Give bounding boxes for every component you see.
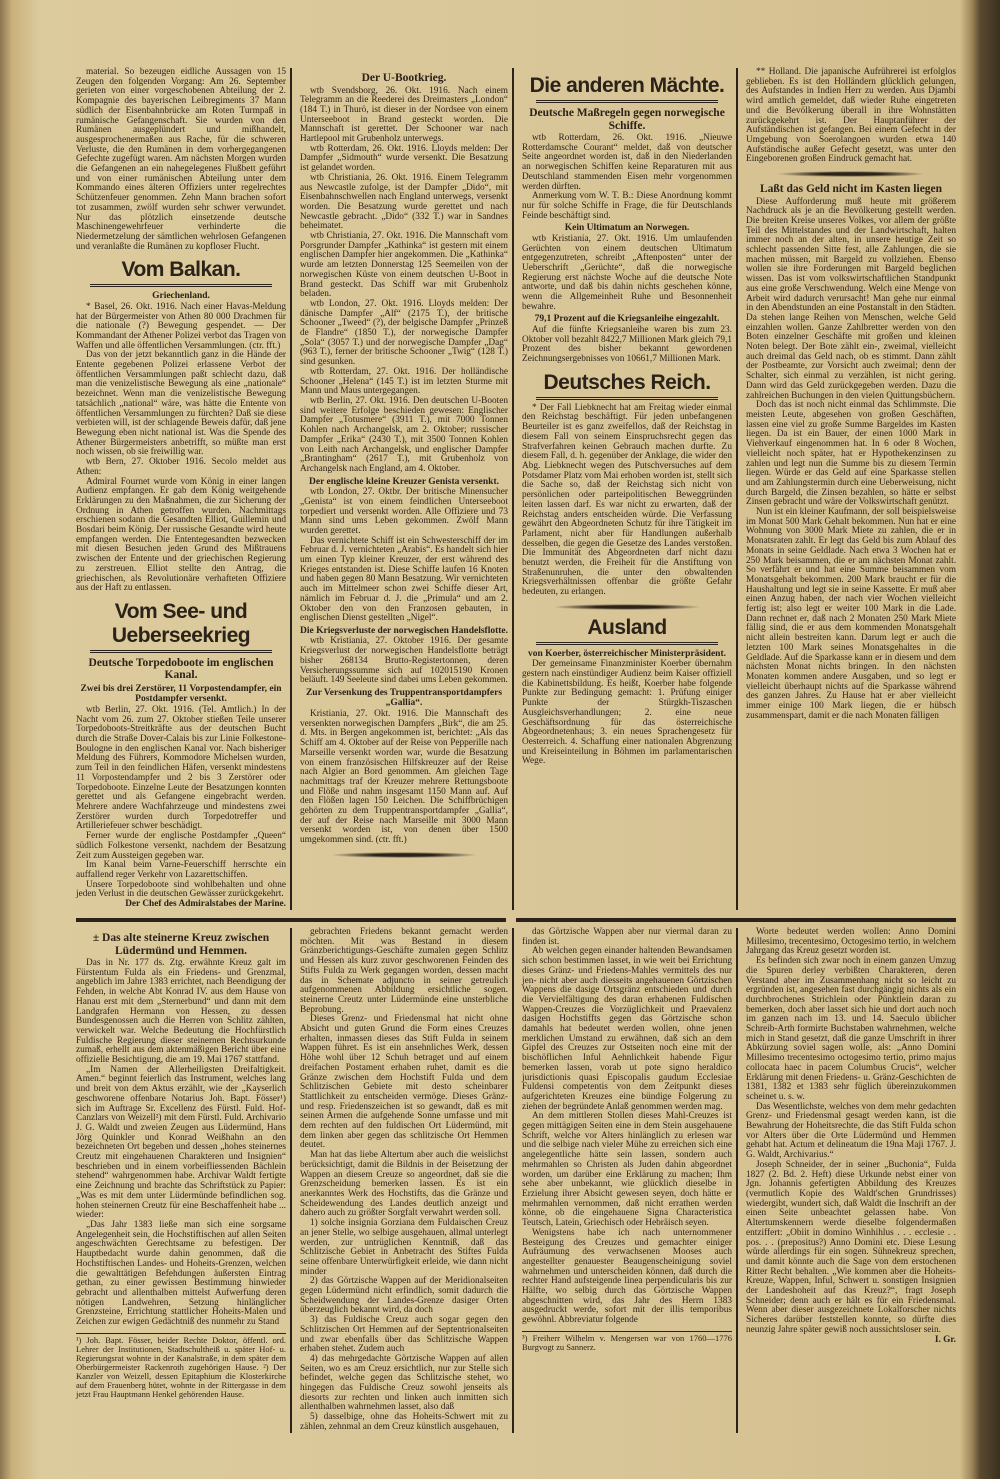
paragraph: * Basel, 26. Okt. 1916. Nach einer Havas-Meldung hat der Bürgermeister von Athen 80 000 Drachmen für die nationale (?) Bewegung gespendet. — Der Kommandant der Athener Polizei verbot das Tragen von Waffen und alle öffentlichen Versammlungen. (ctr. fft.): [76, 301, 286, 351]
paragraph: Das von der jetzt bekanntlich ganz in die Hände der Entente gegebenen Polizei erlassene Verbot der öffentlichen Versammlungen paßt schlecht dazu, daß man die venizelistische Bewegung als eine „nationale“ bezeichnet. Wenn man die venizelistische Bewegung tatsächlich „national“ wäre, was hätte die Entente von öffentlichen Versammlungen zu fürchten? Daß sie diese verbieten will, ist der schlagende Beweis dafür, daß jene Bewegung eben nicht national ist. Was die Spende des Athener Bürgermeisters anbetrifft, so müßte man erst noch wissen, ob sie freiwillig war.: [76, 350, 286, 458]
paragraph: Diese Aufforderung muß heute mit größerem Nachdruck als je an die Bevölkerung gestellt werden. Die breiten Kreise unseres Volkes, vor allem der größte Teil des Mittelstandes und der Landwirtschaft, halten immer noch an der alten, in unsere heutige Zeit so schlecht passenden Sitte fest, alle Zahlungen, die sie machen müssen, mit Bargeld zu vollziehen. Ebenso wollen sie ihre Forderungen mit Bargeld beglichen wissen. Das ist vom volkswirtschaftlichen Standpunkt aus eine große Verschwendung. Welch eine Menge von Arbeit wird dadurch verursacht! Man gehe nur einmal in den Abendstunden an eine Postanstalt in den Städten. Da stehen lange Reihen von Menschen, welche Geld einzahlen wollen. Ganze Zahlbretter werden von den Boten einzelner Geschäfte mit großen und kleinen Noten belegt. Der Bote zählt ein-, zweimal, vielleicht auch dreimal das Geld nach, ob es stimmt. Dann zählt der Postbeamte, zur Vorsicht auch zweimal; denn der Schalter, sich einmal zu verzählen, ist nicht gering. Dann wird das Geld zurückgegeben werden. Dazu die zahlreichen Buchungen in den vielen Quittungsbüchern.: [746, 196, 957, 401]
signature: I. Gr.: [934, 1334, 957, 1345]
section-heading: Ausland: [587, 615, 667, 639]
ornamental-divider: [552, 604, 702, 610]
column-1-top: [76, 68, 290, 910]
article-subheadline: von Koerber, österreichischer Ministerpräsident.: [528, 648, 726, 659]
paragraph: * Der Fall Liebknecht hat am Freitag wieder einmal den Reichstag beschäftigt. Für jeden unbefangenen Beurteiler ist es ganz zweifellos, daß der Reichstag in diesem Fall von seinem Einspruchsrecht gegen das Strafverfahren keinen Gebrauch machen durfte. Zu diesem Fall, d. h. gegenüber der Anklage, die wider den Abg. Liebknecht wegen des Putschversuches auf dem Potsdamer Platz vom Mai erhoben worden ist, stellt sich die Sache so, daß der Reichstag sich nicht von persönlichen oder parteipolitischen Beweggründen leiten lassen darf. Es war nicht zu erwarten, daß der Reichstag anders entscheiden würde. Die Verfassung gewährt den Abgeordneten Schutz für ihre Tätigkeit im Parlament, nicht aber für Handlungen außerhalb desselben, die gegen die Gesetze des Landes verstoßen. Die Immunität des Abgeordneten darf nicht dazu benutzt werden, die Freiheit für die Anstiftung von Straßenunruhen, die unter den obwaltenden Kriegsverhältnissen offenbar die größte Gefahr bedeuten, zu erlangen.: [522, 402, 733, 598]
article-subheadline: Griechenland.: [152, 291, 210, 302]
heading-underline: [90, 284, 272, 287]
paragraph: „Im Namen der Allerheiligsten Dreifaltigkeit. Amen.“ beginnt feierlich das Instrument, welches lang und breit von dem Aktus erzählt, wie der „Kayserlich geschworene offenbare Notarius Joh. Bapt. Fösser¹) sich im Auftrage Sr. Excellenz des Fürstl. Fuld. Hof-Canzlars von Weizell²) mit dem Fürstl. Fuld. Archivario J. G. Waldt und zweien Zeugen aus Lüdermünd, Hans Jörg Quinkler und Konrad Weißhahn an den bezeichneten Ort begeben und dessen „hohes steinernes Creutz mit eingehauenen Charakteren und Insignien“ beschrieben und in einem vorbeifliessenden Bächlein stehend“ wahrgenommen habe. Archivar Waldt fertigte eine Zeichnung und brachte das Schriftstück zu Papier: „Was es mit dem unter Lüdermünde befindlichen sog. hohen steinernen Creutz für eine Beschaffenheit habe ... wieder:: [76, 1064, 286, 1221]
paragraph: „Das Jahr 1383 ließe man sich eine sorgsame Angelegenheit sein, die Hochstiftischen auf allen Seiten angeschwächten Gerechtsame zu befestigen. Der Hauptbedacht wurde dahin genommen, daß die Hochstiftischen Landes- und Hoheits-Grenzen, welchen die gewalttätigen Befehdungen äußersten Eintrag gethan, zu einer gewissen Bestimmung hinwieder gebracht und allenthalben mittelst Aufwerfung deren nötigen Landwehren, Setzung hinlänglicher Grenzsteine, Errichtung stattlicher Hoheits-Malen und Zeichen zur ewigen Gedächtniß des nunmehr zu Stand: [76, 1219, 286, 1328]
article-headline: Deutsche Torpedoboote im englischen Kanal.: [88, 656, 274, 682]
paragraph: wtb Berlin, 27. Okt. 1916. Den deutschen U-Booten sind weitere Erfolge beschieden gewesen: Englischer Dampfer „Totusmere“ (3911 T.), mit 7000 Tonnen Kohlen nach Archangelsk, am 2. Oktober; russischer Dampfer „Erika“ (2430 T.), mit 3500 Tonnen Kohlen von Leith nach Archangelsk, und englischer Dampfer „Brantingham“ (2617 T.), mit Grubenholz von Archangelsk nach England, am 4. Oktober.: [300, 396, 509, 474]
paragraph: Man hat das liebe Altertum aber auch die weislichst berücksichtigt, damit die Bildnis in der Beisetzung der Wappen an diesem Creuze so angeordnet, daß sie die Grenzscheidung bemerken lassen. Es ist ein anerkanntes Werk des Hochstifts, das die Gränze und Scheidewendung des Landes deutlich anzeigt und dahero auch zu größter Sorgfalt verwahrt werden soll.: [300, 1150, 509, 1219]
paragraph: 5) dasselbige, ohne das Hoheits-Schwert mit zu zählen, zehnmal an dem Creuz künstlich ausgehauen,: [300, 1412, 509, 1432]
ornamental-divider: [330, 852, 478, 858]
paragraph: Das vernichtete Schiff ist ein Schwesterschiff der im Februar d. J. vernichteten „Arabis“. Es handelt sich hier um einen Typ kleiner Kreuzer, der erst während des Krieges entstanden ist. Diese Schiffe laufen 16 Knoten und haben gegen 80 Mann Besatzung. Wir vernichteten auch im Mittelmeer schon zwei Schiffe dieser Art, nämlich im Februar d. J. die „Primula“ und am 2. Oktober den von den Franzosen gebauten, in englischen Dienst gestellten „Nigel“.: [300, 535, 509, 624]
paragraph: wtb Kristiania, 27. Oktober 1916. Der gesamte Kriegsverlust der norwegischen Handelsflotte beträgt bisher 268134 Brutto-Registertonnen, deren Versicherungssumme sich auf 102015190 Kronen beläuft. 149 Seeleute sind dabei ums Leben gekommen.: [300, 636, 509, 686]
signature: Der Chef des Admiralstabes der Marine.: [125, 899, 286, 910]
paragraph: wtb Kristiania, 27. Okt. 1916. Um umlaufenden Gerüchten von einem deutschen Ultimatum entgegenzutreten, schreibt „Aftenposten“ unter der Ueberschrift „Gerüchte“, daß die norwegische Regierung erst nächste Woche auf die deutsche Note antworte, und daß bis dahin nichts geschehen könne, wenn die Allgemeinheit Ruhe und Besonnenheit bewahre.: [522, 233, 733, 312]
article-subheadline: Die Kriegsverluste der norwegischen Handelsflotte.: [300, 625, 508, 636]
article-headline: Deutsche Maßregeln gegen norwegische Schiffe.: [529, 107, 725, 132]
paragraph: Anmerkung vom W. T. B.: Diese Anordnung kommt nur für solche Schiffe in Frage, die für Deutschlands Feinde beschäftigt sind.: [522, 191, 733, 221]
ornamental-divider: [776, 171, 926, 177]
heading-underline: [536, 397, 718, 400]
article-subheadline: Zwei bis drei Zerstörer, 11 Vorpostendampfer, ein Postdampfer versenkt.: [80, 683, 282, 705]
paragraph: wtb Svendsborg, 26. Okt. 1916. Nach einem Telegramm an die Reederei des Dreimasters „London“ (184 T.) in Thurö, ist dieser in der Nordsee von einem Unterseeboot in Brand gesteckt worden. Die Mannschaft ist gerettet. Der Schooner war nach Hartlepool mit Grubenholz unterwegs.: [300, 85, 509, 145]
article-headline: Der U-Bootkrieg.: [361, 72, 447, 84]
paragraph: Das Wesentlichste, welches von dem mehr gedachten Grenz- und Friedensmal gesagt werden kann, ist die Bewahrung der Hoheitsrechte, die das Stift Fulda schon vor Alters über die Orte Lüdermünd und Hemmen gehabt hat. Actum et delineatum die 19na Maji 1767. J. G. Waldt, Archivarius.“: [746, 1101, 957, 1161]
paragraph: Ab welchen gegen einander haltenden Bewandsamen sich schon bestimmen lasset, in wie weit bei Errichtung dieses Gränz- und Friedens-Mahles vermittels des nur jen- nicht aber auch diesseits angehauenen Görtzischen Wappens die dasige Ortsgränz entschieden und durch die Vervielfältigung des daran erhabenen Fuldischen Wappen-Creuzes die Vorzüglichkeit und Praevalenz dasigen Hochstiffts gegen das Görtzische schon damahls hat bedeutet werden wollen, ohne jenen merklichen Umstand zu erwähnen, daß sich an dem Gipfel des Creuzes zur Ostseiten noch eine mit der bischöflichen Inful Aehnlichkeit habende Figur bemerken lassen, vorab ut pote signo heraldico jurisdictionis quasi Episcopalis gaudum Ecclesiae Fuldensi competentis von dem Zeitpunkt dieses aufgerichteten Kreuzes eine bündige Folgerung zu ziehen der begründete Anlaß genommen werden mag.: [522, 946, 733, 1112]
paragraph: das Görtzische Wappen aber nur viermal daran zu finden ist.: [522, 927, 733, 947]
heading-underline: [536, 100, 718, 103]
column-3-bottom: [512, 928, 736, 1433]
column-1-bottom: [76, 928, 290, 1433]
footnote: ¹) Joh. Bapt. Fösser, beider Rechte Doktor, öffentl. ord. Lehrer der Institutionen, Stadtschultheiß u. später Hof- u. Regierungsrat wohnte in der Kanalstraße, in dem später dem Oberbürgermeister Rackenroth zugehörigen Hause. ²) Der Kanzler von Weizell, dessen Epitaphium die Klosterkirche auf dem Frauenberg hütet, wohnte in der Rittergasse in dem jetzt Frau Hauptmann Henkel gehörenden Hause.: [76, 1334, 286, 1399]
paragraph: Im Kanal beim Varne-Feuerschiff herrschte ein auffallend reger Verkehr von Lazarettschiffen.: [76, 860, 286, 880]
paragraph: wtb Christiania, 27. Okt. 1916. Die Mannschaft vom Porsgrunder Dampfer „Kathinka“ ist gestern mit einem englischen Dampfer hier angekommen. Die „Kathinka“ wurde am letzten Donnerstag 125 Seemeilen von der norwegischen Küste von einem deutschen U-Boot in Brand gesteckt. Das Schiff war mit Grubenholz beladen.: [300, 231, 509, 300]
paragraph: Joseph Schneider, der in seiner „Buchonia“, Fulda 1827 (2. Bd. 2. Heft) diese Urkunde nebst einer von Jgn. Johannis gefertigten Abbildung des Kreuzes (vermutlich Kopie des Waldt'schen Grundrisses) wiedergibt, wundert sich, daß Waldt die Inschrift an der einen Seite unbeachtet gelassen habe. Von Altertumskennern werde dieselbe folgendermaßen entziffert: „Obiit in domino Winhihlus . . . ecclesie . . pos. . . (prepositus?) Anno Domini etc. Diese Lesung würde allerdings für ein sogen. Sühnekreuz sprechen, und damit könnte auch die Sage von dem erstochenen Ritter Recht behalten. „Wie kommen aber die Hoheits-Kreuze, Wappen, Inful, Schwert u. sonstigen Insignien der Landeshoheit auf das Kreuz?“, fragt Joseph Schneider; denn auch er hält es für ein Friedensmal. Wenn aber dieser ausgezeichnete Lokalforscher nichts Sicheres darüber feststellen konnte, so dürfte dies neunzig Jahre später gewiß noch aussichtsloser sein.: [746, 1159, 957, 1335]
section-divider: [516, 918, 956, 922]
paragraph: wtb Christiania, 26. Okt. 1916. Einem Telegramm aus Newcastle zufolge, ist der Dampfer „Dido“, mit Eisenbahnschwellen nach England unterwegs, versenkt worden. Die Besatzung wurde gerettet und nach Newcastle gebracht. „Dido“ (332 T.) war in Sandnes beheimatet.: [300, 172, 509, 232]
column-2-top: [290, 68, 512, 910]
paragraph: 2) das Görtzische Wappen auf der Meridionalseiten gegen Lüdermünd nicht erfindlich, somit dadurch die Scheidwendung der Landes-Grenze dasiger Orten überzeuglich bekannt wird, da doch: [300, 1276, 509, 1316]
article-subheadline: Kein Ultimatum an Norwegen.: [564, 223, 690, 234]
paragraph: 4) das mehrgedachte Görtzische Wappen auf allen Seiten, wo es am Creuz ersichtlich, nur zur Stelle sich befindet, welche gegen das Schlitzische stehet, wo hingegen das Fuldische Creuz sowohl jenseits als diesorts zur rechten und linken auch inmitten sich allenthalben wahrnehmen lasset, also daß: [300, 1353, 509, 1413]
paragraph: wtb Berlin, 27. Okt. 1916. (Tel. Amtlich.) In der Nacht vom 26. zum 27. Oktober stießen Teile unserer Torpedoboots-Streitkräfte aus der deutschen Bucht durch die Straße Dover-Calais bis zur Linie Folkestone-Boulogne in den englischen Kanal vor. Nach bisheriger Meldung des Führers, Kommodore Michelsen wurden, zum Teil in den feindlichen Häfen, versenkt mindestens 11 Vorpostendampfer und 2 bis 3 Zerstörer oder Torpedoboote. Einzelne Leute der Besatzungen konnten gerettet und als Gefangene eingebracht werden. Mehrere andere Wachfahrzeuge und mindestens zwei Zerstörer wurden durch Torpedotreffer und Artilleriefeuer schwer beschädigt.: [76, 704, 286, 832]
column-4-bottom: [736, 928, 956, 1433]
paragraph: Auf die fünfte Kriegsanleihe waren bis zum 23. Oktober voll bezahlt 8422,7 Millionen Mark gleich 79,1 Prozent des bisher bekannt gewordenen Zeichnungsergebnisses von 10661,7 Millionen Mark.: [522, 324, 733, 365]
paragraph: wtb Bern, 27. Oktober 1916. Secolo meldet aus Athen:: [76, 457, 286, 477]
section-divider: [76, 918, 506, 922]
upper-section: [76, 68, 956, 910]
paragraph: gebrachten Friedens bekannt gemacht werden möchten. Mit was Bestand in diesem Gränzberichtigungs-Geschäfte zumalen gegen Schlitz und Hessen als kurz zuvor geschworenen Feinden des Stifts Fulda zu Werk gegangen worden, dessen macht das in Schemate adjuncto in seiner getreulich aufgenommenen Abbildung ersichtliche sogen. steinerne Creutz unter Lüdermünde eine unsterbliche Beprobung.: [300, 927, 509, 1015]
article-subheadline: Der englische kleine Kreuzer Genista versenkt.: [309, 476, 499, 487]
paragraph: Admiral Fournet wurde vom König in einer langen Audienz empfangen. Er gab dem König weitgehende Erklärungen zu den Maßnahmen, die zur Sicherung der Ordnung in Athen getroffen wurden. Nachmittags erschienen sodann die Gesandten Elliot, Guillemin und Bosdari beim König. Der russische Gesandte wird heute empfangen werden. Die Ententegesandten bezwecken mit diesen Besuchen jeden Grund des Mißtrauens zwischen der Entente und der griechischen Regierung zu zerstreuen. Elliot stellte den Antrag, die griechischen, als Revolutionäre verhafteten Offiziere aus der Haft zu entlassen.: [76, 476, 286, 594]
heading-underline: [90, 650, 272, 653]
heading-underline: [536, 642, 718, 645]
paragraph: wtb London, 27. Okt. 1916. Lloyds melden: Der dänische Dampfer „Alf“ (2175 T.), der britische Schooner „Tweed“ (?), der belgische Dampfer „Prinzeß de Flandre“ (1850 T.), der norwegische Dampfer „Sola“ (3057 T.) und der norwegische Dampfer „Dag“ (963 T.), ferner der britische Schooner „Twig“ (128 T.) sind gesunken.: [300, 298, 509, 368]
paragraph: wtb London, 27. Oktbr. Der britische Minensucher „Genista“ ist von einem feindlichen Unterseeboot torpediert und versenkt worden. Alle Offiziere und 73 Mann sind ums Leben gekommen. Zwölf Mann wurden gerettet.: [300, 487, 509, 536]
paragraph: wtb Rotterdam, 27. Okt. 1916. Der holländische Schooner „Helena“ (145 T.) ist im letzten Sturme mit Mann und Maus untergegangen.: [300, 366, 509, 397]
paragraph: Doch das ist noch nicht einmal das Schlimmste. Die meisten Leute, abgesehen von großen Geschäften, lassen eine viel zu große Summe Bargeldes im Kasten liegen. Da ist ein Bauer, der einen 1000 Mark in Viehverkauf eingenommen hat. In 6 oder 8 Wochen, vielleicht noch später, hat er Hypothekenzinsen zu zahlen und legt nun die Summe bis zu diesem Termin liegen. Würde er das Geld auf eine Sparkasse stellen und am Zahlungstermin durch eine Ueberweisung, nicht durch Bargeld, die Zinsen bezahlen, so hätte er selbst Zinsen gebracht und wäre der Volkswirtschaft genützt.: [746, 400, 957, 508]
section-heading: Die anderen Mächte.: [529, 74, 725, 97]
column-2-bottom: [290, 928, 512, 1433]
article-subheadline: Zur Versenkung des Truppentransportdampfers „Gallia“.: [305, 687, 503, 709]
paragraph: Das in Nr. 177 ds. Ztg. erwähnte Kreuz galt im Fürstentum Fulda als ein Friedens- und Grenzmal, angeblich im Jahre 1383 errichtet, nach Beendigung der Fehden, in welche Abt Konrad IV. aus dem Hause von Hanau erst mit dem „Sternerbund“ und dann mit dem Landgrafen Hermann von Hessen, zu dessen Bundesgenossen auch die Herren von Schlitz zählten, verwickelt war. Welche Bedeutung die Hochfürstlich Fuldische Regierung dieser steinernen Rechtsurkunde zumaß, erhellt aus dem aktenmäßigen Bericht über eine offizielle Besichtigung, die am 19. Mai 1767 stattfand.: [76, 958, 286, 1066]
article-headline: ± Das alte steinerne Kreuz zwischen Lüdermünd und Hemmen.: [92, 932, 270, 957]
paragraph: Wenigstens habe ich nach unternommener Besteigung des Creuzes und gemachter einiger Aufräumung des verwachsenen Mooses auch angestellter genauester Beaugenscheinigung soviel wahrnehmen und unterscheiden können, daß durch die rechter Hand aufsteigende linea perpendicularis bis zur Hälfte, wo selbig durch das Görtzische Wappen abgeschnitten wird, das Jahr des Herrn 1383 ausgedruckt werde, sofort mit der illis temporibus gewöhnl. Abbreviatur folgende: [522, 1227, 733, 1326]
paragraph: Ferner wurde der englische Postdampfer „Queen“ südlich Folkestone versenkt, nachdem der Besatzung Zeit zum Aussteigen gegeben war.: [76, 831, 286, 861]
paragraph: material. So bezeugen eidliche Aussagen von 15 Zeugen den folgenden Vorgang: Am 26. September gerieten von einer vorgeschobenen Abteilung der 2. Kompagnie des bayerischen Leibregiments 37 Mann südlich der Eisenbahnbrücke am Roten Turmpaß in rumänische Gefangenschaft. Sie wurden von den Rumänen ausgeplündert und mißhandelt, ausgesprochenermaßen aus Rache, für die schweren Verluste, die den Rumänen in dem vorhergegangenen Gefechte zugefügt waren. Am nächsten Morgen wurden die Gefangenen an ein nahegelegenes Flußbett geführt und von einer rumänischen Abteilung unter dem Kommando eines älteren Offiziers unter regelrechtes Schützenfeuer genommen. Zehn Mann brachen sofort tot zusammen, zwölf wurden sehr schwer verwundet. Nur das plötzlich einsetzende deutsche Maschinengewehrfeuer verhinderte die Niedermetzelung der sämtlichen wehrlosen Gefangenen und veranlaßte die Rumänen zu kopfloser Flucht.: [76, 67, 286, 252]
paragraph: Es befinden sich zwar noch in einem ganzen Umzug die Spuren derley verbißten Charakteren, deren Verstand aber im Zusammenhang nicht so leicht zu ergründen ist, angesehen fast durchgängig nichts als ein durchbrochenes Strichlein oder Pünktlein daran zu bemerken, doch aber lasset sich hie und dort auch noch im ganzen nach im 13. und 14. Saeculo üblicher Schreib-Arth formirte Buchstaben wahrnehmen, welche mich in Stand gesetzt, daß die ganze Umschrift in ihrer Abkürzung soviel sagen wolle, als: „Anno Domini Millesimo trecentesimo octogesimo tertio, primo majus collocata haec in pacem Columbus Crucis“, welcher Erklärung mit denen Friedens- u. Gränz-Geschichten de 1381, 1382 et 1383 sehr füglich übereinzukommen scheinet u. s. w.: [746, 956, 957, 1102]
lower-section: [76, 928, 956, 1433]
section-heading: Vom Balkan.: [121, 258, 241, 282]
section-heading: Vom See- und Ueberseekrieg: [111, 599, 251, 647]
paragraph: An dem mittleren Stollen dieses Mahl-Creuzes ist gegen mittägigen Seiten eine in dem Stein ausgehauene Schrift, welche vor Alters hinlänglich zu erlesen war und die selbige nach vieler Mühe zu erreichen sich eine angelegentliche hätte sein lassen, sondern auch mehrmahlen so Christen als Juden dahin abgeordnet worden, um darüber eine Erklärung zu machen; Ihm sehe aber unbekannt, wie glücklich dieselbe in Erzielung ihrer Absicht gewesen seyen, doch hätte er mehrmahlen vernommen, daß nicht errathen werden könne, ob die eingehauene Signa Characteristica Teutsch, Latein, Griechisch oder Hebräisch seyen.: [522, 1111, 733, 1229]
column-3-top: [512, 68, 736, 910]
section-heading: Deutsches Reich.: [543, 370, 711, 394]
section-divider-row: [76, 918, 956, 922]
article-headline: Laßt das Geld nicht im Kasten liegen: [759, 183, 943, 196]
paragraph: ** Holland. Die japanische Aufrührerei ist erfolglos geblieben. Es ist den Holländern glücklich gelungen, des Aufstandes in Indien Herr zu werden. Aus Djambi wird amtlich gemeldet, daß wieder Ruhe eingetreten und die Bevölkerung überall in ihre Wohnstätten zurückgekehrt ist. Der Hauptanführer der Aufständischen ist gefangen. Bei einem Gefecht in der Umgebung von Soerolangoen wurden etwa 140 Aufständische außer Gefecht gesetzt, was unter den Eingeborenen großen Eindruck gemacht hat.: [746, 67, 957, 165]
paragraph: Dieses Grenz- und Friedensmal hat nicht ohne Absicht und guten Grund die Form eines Creuzes erhalten, inmassen dieses das Stift Fulda in seinem Wappen führet. Es ist ein ansehnliches Werk, dessen Höhe wohl über 12 Schuh betraget und auf einem dreifachen Postament erhaben ruhet, damit es die Gränze zwischen dem Hochstift Fulda und dem Schlitzischen Gebiete mit desto scheinbarer Stattlichkeit zu entscheiden vermöge. Dieses Gränz- und resp. Friedenszeichen ist so gewandt, daß es mit seinen Armen die aufgehende Sonne umfasse und mit dem rechten auf den fuldischen Ort Lüdermünd, mit dem linken aber gegen das schlitzische Ort Hemmen deutet.: [300, 1014, 509, 1151]
paragraph: Kristiania, 27. Okt. 1916. Die Mannschaft des versenkten norwegischen Dampfers „Birk“, die am 25. d. Mts. in Bergen angekommen ist, berichtet: „Als das Schiff am 4. Oktober auf der Reise von Pepperille nach Marseille versenkt worden war, wurde die Besatzung von einem französischen Hilfskreuzer auf der Reise nach Algier an Bord genommen. Am gleichen Tage nachmittags traf der Kreuzer mehrere Rettungsboote und Flöße und nahm insgesamt 1150 Mann auf. Auf den Flößen lagen 150 Leichen. Die Schiffbrüchigen gehörten zu dem Truppentransportdampfer „Gallia“, der auf der Reise nach Marseille mit 3000 Mann versenkt worden ist, von denen über 1500 umgekommen sind. (ctr. fft.): [300, 708, 509, 846]
paragraph: Worte bedeutet werden wollen: Anno Domini Millesimo, trecentesimo, Octogesimo tertio, in welchem Jahrgang das Kreuz gesetzt worden ist.: [746, 927, 957, 957]
article-subheadline: 79,1 Prozent auf die Kriegsanleihe eingezahlt.: [534, 314, 720, 325]
paragraph: wtb Rotterdam, 26. Okt. 1916. Lloyds melden: Der Dampfer „Sidmouth“ wurde versenkt. Die Besatzung ist gelandet worden.: [300, 143, 509, 174]
paragraph: Nun ist ein kleiner Kaufmann, der soll beispielsweise im Monat 500 Mark Gehalt bekommen. Nun hat er eine Wohnung von 3000 Mark Miete zu zahlen, die er in Monatsraten zahlt. Er legt das Geld bis zum Ablauf des Monats in seine Geldlade. Nach etwa 3 Wochen hat er 250 Mark beisammen, die er am nächsten Monat zahlt. So verfährt er und hat eine Summe beisammen vom Monatsgehalt bekommen. 200 Mark braucht er für die Haushaltung und legt sie in seine Kassette. Er muß aber einen Anzug haben, der nach vier Wochen vielleicht fertig ist; also legt er weiter 100 Mark in die Lade. Dann rechnet er, daß nach 2 Monaten 250 Mark Miete fällig sind, die er aus dem kommenden Monatsgehalt nicht allein bestreiten kann. Darum legt er auch die letzten 100 Mark seines Monatsgehaltes in die Geldlade. Auf die Sparkasse kann er in diesem und dem nächsten Monat nichts bringen. In den nächsten Monaten kommen andere Ausgaben, und so legt er vielleicht überhaupt nichts auf die Sparkasse während des ganzen Jahres. Zu Hause hat er aber vielleicht immer einige 100 Mark liegen, die er hübsch zusammenspart, damit er die nach Monaten fälligen: [746, 507, 957, 721]
paragraph: wtb Rotterdam, 26. Okt. 1916. „Nieuwe Rotterdamsche Courant“ meldet, daß von deutscher Seite angeordnet worden ist, daß in den Niederlanden an norwegischen Schiffen keine Reparaturen mit aus Deutschland stammenden Eisen mehr vorgenommen werden dürften.: [522, 133, 733, 192]
paragraph: Der gemeinsame Finanzminister Koerber übernahm gestern nach einstündiger Audienz beim Kaiser offiziell die Kabinettsbildung. Es heißt, Koerber habe folgende Punkte zur Bedingung gemacht: 1. Prüfung einiger Punkte der Stürgkh-Tiszaschen Ausgleichsverhandlungen; 2. eine neue Geschäftsordnung für das österreichische Abgeordnetenhaus; 3. ein neues Sprachengesetz für Oesterreich. 4. Schaffung einer nationalen Abgrenzung und Kreiseinteilung in Böhmen im parlamentarischen Wege.: [522, 659, 733, 767]
column-4-top: [736, 68, 956, 910]
paragraph: 1) solche insignia Gorziana dem Fuldaischen Creuz an jener Stelle, wo selbige ausgehauen, allmal unterlegt werden, zur untrüglichen Kenntniß, daß das Schlitzische Gebiet in Anbetracht des Stiftes Fulda seine offenbare Unterwürfigkeit erleide, wie dann nicht minder: [300, 1218, 509, 1277]
footnote: ³) Freiherr Wilhelm v. Mengersen war von 1760—1776 Burgvogt zu Sannerz.: [522, 1332, 733, 1352]
paragraph: Unsere Torpedoboote sind wohlbehalten und ohne jeden Verlust in die deutschen Gewässer zurückgekehrt.: [76, 879, 286, 900]
paragraph: 3) das Fuldische Creuz auch sogar gegen den Schlitzischen Ort Hemmen auf der Septentrionalseiten und zwar ebenfalls über das Schlitzische Wappen erhaben stehet. Zudem auch: [300, 1315, 509, 1355]
